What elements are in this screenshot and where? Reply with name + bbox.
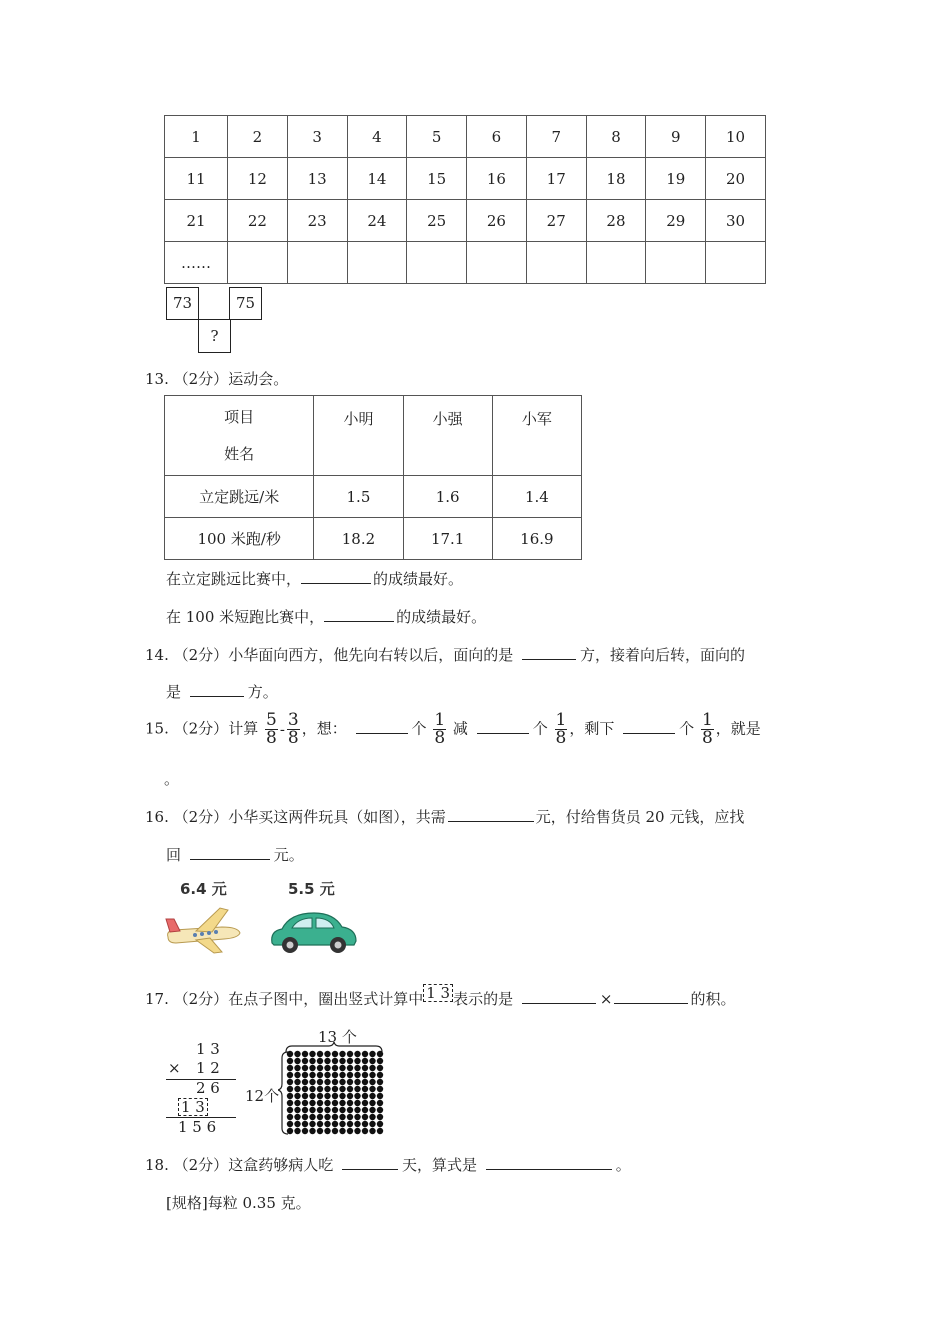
dot [377, 1079, 383, 1085]
grid-cell: …… [165, 242, 228, 284]
dot [294, 1058, 300, 1064]
dot [332, 1072, 338, 1078]
dot [362, 1114, 368, 1120]
dot-diagram [278, 1042, 388, 1138]
q18-line1: 18. （2分）这盒药够病人吃 天，算式是 。 [145, 1156, 631, 1174]
dot [294, 1093, 300, 1099]
dot [287, 1072, 293, 1078]
dot [339, 1121, 345, 1127]
grid-cell [646, 242, 706, 284]
dot [347, 1128, 353, 1134]
grid-cell: 13 [287, 158, 347, 200]
dot [339, 1114, 345, 1120]
dot [377, 1065, 383, 1071]
brace-top [286, 1042, 382, 1052]
fraction-1-8: $\frac{1}{8}$ [701, 710, 713, 748]
vm-row5: 1 5 6 [178, 1118, 217, 1136]
dot [339, 1065, 345, 1071]
dot [332, 1079, 338, 1085]
dot [339, 1072, 345, 1078]
grid-cell: 22 [228, 200, 288, 242]
dot [347, 1058, 353, 1064]
dot [369, 1107, 375, 1113]
grid-box-right: 75 [229, 287, 262, 320]
answer-blank[interactable] [342, 1168, 398, 1170]
vm-row3: 2 6 [196, 1079, 220, 1097]
grid-cell: 3 [287, 116, 347, 158]
q13-number: 13. [145, 370, 169, 388]
dot [369, 1086, 375, 1092]
grid-cell: 14 [347, 158, 407, 200]
grid-cell: 10 [706, 116, 766, 158]
dot [347, 1051, 353, 1057]
grid-cell: 6 [467, 116, 527, 158]
dot [302, 1058, 308, 1064]
dot [339, 1079, 345, 1085]
q16-line1: 16. （2分）小华买这两件玩具（如图），共需 元，付给售货员 20 元钱，应找 [145, 808, 745, 826]
grid-cell [467, 242, 527, 284]
dot [287, 1051, 293, 1057]
grid-cell: 16 [467, 158, 527, 200]
answer-blank[interactable] [324, 620, 394, 622]
dot [309, 1051, 315, 1057]
dot [294, 1072, 300, 1078]
dot [309, 1086, 315, 1092]
q15-line2: 。 [164, 770, 180, 788]
dot [294, 1065, 300, 1071]
dot [324, 1072, 330, 1078]
dot [347, 1107, 353, 1113]
dot [377, 1072, 383, 1078]
dot [287, 1100, 293, 1106]
dot [369, 1058, 375, 1064]
grid-cell: 24 [347, 200, 407, 242]
dot [369, 1065, 375, 1071]
dot [287, 1114, 293, 1120]
grid-cell: 18 [586, 158, 646, 200]
dot [354, 1128, 360, 1134]
grid-cell: 8 [586, 116, 646, 158]
dot [332, 1100, 338, 1106]
dot [324, 1128, 330, 1134]
dot [317, 1121, 323, 1127]
grid-cell: 15 [407, 158, 467, 200]
dot [369, 1093, 375, 1099]
dot [302, 1086, 308, 1092]
dot [302, 1051, 308, 1057]
dot [302, 1114, 308, 1120]
dot [369, 1100, 375, 1106]
dot [339, 1051, 345, 1057]
dot [362, 1065, 368, 1071]
dot [302, 1107, 308, 1113]
airplane-toy-image [162, 905, 244, 955]
grid-cell: 23 [287, 200, 347, 242]
dot [302, 1121, 308, 1127]
dot [354, 1114, 360, 1120]
dot [347, 1086, 353, 1092]
dot [317, 1114, 323, 1120]
dot [309, 1121, 315, 1127]
dot [332, 1065, 338, 1071]
dot [347, 1114, 353, 1120]
dot [354, 1051, 360, 1057]
dot [294, 1086, 300, 1092]
q13-line1: 在立定跳远比赛中， 的成绩最好。 [166, 570, 464, 588]
dot [377, 1128, 383, 1134]
dot [347, 1065, 353, 1071]
dot [302, 1079, 308, 1085]
grid-cell: 28 [586, 200, 646, 242]
answer-blank[interactable] [301, 582, 371, 584]
dot [287, 1107, 293, 1113]
dot [294, 1114, 300, 1120]
q14-line2: 是 方。 [166, 683, 278, 701]
price-plane: 6.4 元 [180, 880, 227, 898]
grid-cell: 26 [467, 200, 527, 242]
dot [377, 1100, 383, 1106]
dot [302, 1128, 308, 1134]
dot [317, 1072, 323, 1078]
grid-cell [706, 242, 766, 284]
dot [309, 1058, 315, 1064]
grid-cell [586, 242, 646, 284]
grid-cell: 20 [706, 158, 766, 200]
row-label-jump: 立定跳远/米 [165, 476, 314, 518]
dot [332, 1128, 338, 1134]
q13-text: 运动会。 [228, 370, 289, 388]
q13-line2: 在 100 米短跑比赛中， 的成绩最好。 [166, 608, 487, 626]
dot [287, 1093, 293, 1099]
q13-heading [145, 368, 288, 389]
answer-blank[interactable] [448, 820, 534, 822]
dot [362, 1121, 368, 1127]
dot [302, 1093, 308, 1099]
dot [354, 1121, 360, 1127]
cell-value: 18.2 [314, 518, 403, 560]
answer-blank[interactable] [614, 1002, 688, 1004]
dot [354, 1079, 360, 1085]
dot [354, 1093, 360, 1099]
grid-cell [228, 242, 288, 284]
dot [324, 1079, 330, 1085]
dot [309, 1107, 315, 1113]
dot [317, 1058, 323, 1064]
row-label-run: 100 米跑/秒 [165, 518, 314, 560]
dot [309, 1065, 315, 1071]
dot [287, 1121, 293, 1127]
q13-points: （2分） [173, 370, 229, 388]
name-xiaoqiang: 小强 [403, 396, 492, 476]
dot [287, 1128, 293, 1134]
grid-cell: 4 [347, 116, 407, 158]
dot [377, 1058, 383, 1064]
dot [339, 1100, 345, 1106]
dot [294, 1100, 300, 1106]
grid-cell: 5 [407, 116, 467, 158]
dot [362, 1107, 368, 1113]
q15-line1: 15. （2分）计算 $\frac{5}{8}$ - $\frac{3}{8}$ ，想： 个 $\frac{1}{8}$ 减 个 $\frac{1}{8}$ ，剩下 个 $\frac{1}{8}$ ，就是 [145, 710, 761, 748]
grid-cell: 17 [526, 158, 586, 200]
dot [332, 1107, 338, 1113]
dot [377, 1051, 383, 1057]
grid-cell [526, 242, 586, 284]
dot [339, 1107, 345, 1113]
answer-blank[interactable] [522, 1002, 596, 1004]
dot [362, 1100, 368, 1106]
answer-blank[interactable] [190, 695, 244, 697]
cell-value: 1.4 [492, 476, 581, 518]
dot [324, 1058, 330, 1064]
grid-cell [407, 242, 467, 284]
answer-blank[interactable] [623, 732, 675, 734]
q17-line1: 17. （2分）在点子图中，圈出竖式计算中 1 3 表示的是 × 的积。 [145, 984, 736, 1008]
fraction-3-8: $\frac{3}{8}$ [287, 710, 299, 748]
q18-spec: [规格]每粒 0.35 克。 [166, 1194, 311, 1212]
dot [339, 1058, 345, 1064]
grid-cell: 9 [646, 116, 706, 158]
dot [362, 1128, 368, 1134]
grid-cell: 25 [407, 200, 467, 242]
dot [317, 1128, 323, 1134]
dot [354, 1058, 360, 1064]
dot [377, 1121, 383, 1127]
dot [369, 1079, 375, 1085]
cell-value: 1.5 [314, 476, 403, 518]
dot [339, 1128, 345, 1134]
dot [309, 1114, 315, 1120]
dot [354, 1086, 360, 1092]
dot [324, 1086, 330, 1092]
grid-cell: 12 [228, 158, 288, 200]
header-name: 姓名 [224, 445, 255, 463]
answer-blank[interactable] [190, 858, 270, 860]
dot [377, 1107, 383, 1113]
dot [309, 1072, 315, 1078]
dot [302, 1065, 308, 1071]
dot [347, 1079, 353, 1085]
dot [324, 1121, 330, 1127]
price-car: 5.5 元 [288, 880, 335, 898]
dot [317, 1086, 323, 1092]
dot [332, 1051, 338, 1057]
dot [287, 1086, 293, 1092]
diagonal-header [165, 396, 314, 476]
dot [287, 1058, 293, 1064]
grid-cell: 27 [526, 200, 586, 242]
fraction-1-8: $\frac{1}{8}$ [555, 710, 567, 748]
fraction-5-8: $\frac{5}{8}$ [265, 710, 277, 748]
dot [324, 1065, 330, 1071]
dot [317, 1107, 323, 1113]
dot [317, 1051, 323, 1057]
sports-table [164, 395, 582, 560]
dot [317, 1065, 323, 1071]
dot [362, 1086, 368, 1092]
dot [309, 1093, 315, 1099]
dot [347, 1093, 353, 1099]
dot [362, 1093, 368, 1099]
dot [354, 1065, 360, 1071]
dot [332, 1121, 338, 1127]
dot [287, 1065, 293, 1071]
car-toy-image [268, 905, 360, 955]
dot [347, 1121, 353, 1127]
dot [354, 1107, 360, 1113]
grid-cell: 29 [646, 200, 706, 242]
dot [339, 1086, 345, 1092]
dot [294, 1079, 300, 1085]
q14-line1: 14. （2分）小华面向西方，他先向右转以后，面向的是 方，接着向后转，面向的 [145, 646, 745, 664]
dot [377, 1093, 383, 1099]
grid-cell: 30 [706, 200, 766, 242]
dot [369, 1051, 375, 1057]
grid-cell: 2 [228, 116, 288, 158]
name-xiaoming: 小明 [314, 396, 403, 476]
dot [332, 1114, 338, 1120]
dot [347, 1100, 353, 1106]
grid-box-question: ? [198, 319, 231, 353]
fraction-1-8: $\frac{1}{8}$ [434, 710, 446, 748]
grid-cell: 11 [165, 158, 228, 200]
dot-label-top: 13 个 [318, 1028, 357, 1046]
vm-row1: 1 3 [196, 1040, 220, 1058]
grid-cell: 21 [165, 200, 228, 242]
cell-value: 16.9 [492, 518, 581, 560]
dot [347, 1072, 353, 1078]
dot [362, 1072, 368, 1078]
dot [294, 1128, 300, 1134]
dot [302, 1072, 308, 1078]
dot [324, 1114, 330, 1120]
answer-blank[interactable] [356, 732, 408, 734]
dot [332, 1058, 338, 1064]
dot [302, 1100, 308, 1106]
number-grid [164, 115, 766, 284]
dot [354, 1100, 360, 1106]
grid-cell [287, 242, 347, 284]
dot [369, 1128, 375, 1134]
header-project: 项目 [224, 408, 255, 426]
dot [339, 1093, 345, 1099]
grid-cell: 7 [526, 116, 586, 158]
dot [324, 1107, 330, 1113]
dot [362, 1051, 368, 1057]
dot [309, 1100, 315, 1106]
answer-blank[interactable] [477, 732, 529, 734]
dot [294, 1051, 300, 1057]
dot [362, 1079, 368, 1085]
dot [287, 1079, 293, 1085]
dot [332, 1086, 338, 1092]
dot [354, 1072, 360, 1078]
dot [317, 1093, 323, 1099]
vm-row2: 1 2 [196, 1059, 220, 1077]
dot [294, 1107, 300, 1113]
grid-cell [347, 242, 407, 284]
answer-blank[interactable] [522, 658, 576, 660]
dot [362, 1058, 368, 1064]
dot [369, 1114, 375, 1120]
dot [369, 1072, 375, 1078]
dot [309, 1128, 315, 1134]
dot [324, 1051, 330, 1057]
dot [377, 1114, 383, 1120]
brace-left [278, 1052, 288, 1134]
dot-label-left: 12个 [245, 1087, 280, 1105]
vm-row4: 1 3 [178, 1098, 208, 1116]
dot [294, 1121, 300, 1127]
grid-box-left: 73 [166, 287, 199, 320]
name-xiaojun: 小军 [492, 396, 581, 476]
q16-line2: 回 元。 [166, 846, 304, 864]
answer-blank[interactable] [486, 1168, 612, 1170]
dot [309, 1079, 315, 1085]
grid-cell: 1 [165, 116, 228, 158]
grid-cell: 19 [646, 158, 706, 200]
dot [369, 1121, 375, 1127]
dot [317, 1100, 323, 1106]
cell-value: 17.1 [403, 518, 492, 560]
vm-sign: × [168, 1059, 181, 1077]
cell-value: 1.6 [403, 476, 492, 518]
dot [332, 1093, 338, 1099]
dot [324, 1093, 330, 1099]
dashed-box-13: 1 3 [423, 984, 453, 1002]
dot [377, 1086, 383, 1092]
dot [324, 1100, 330, 1106]
dot [317, 1079, 323, 1085]
